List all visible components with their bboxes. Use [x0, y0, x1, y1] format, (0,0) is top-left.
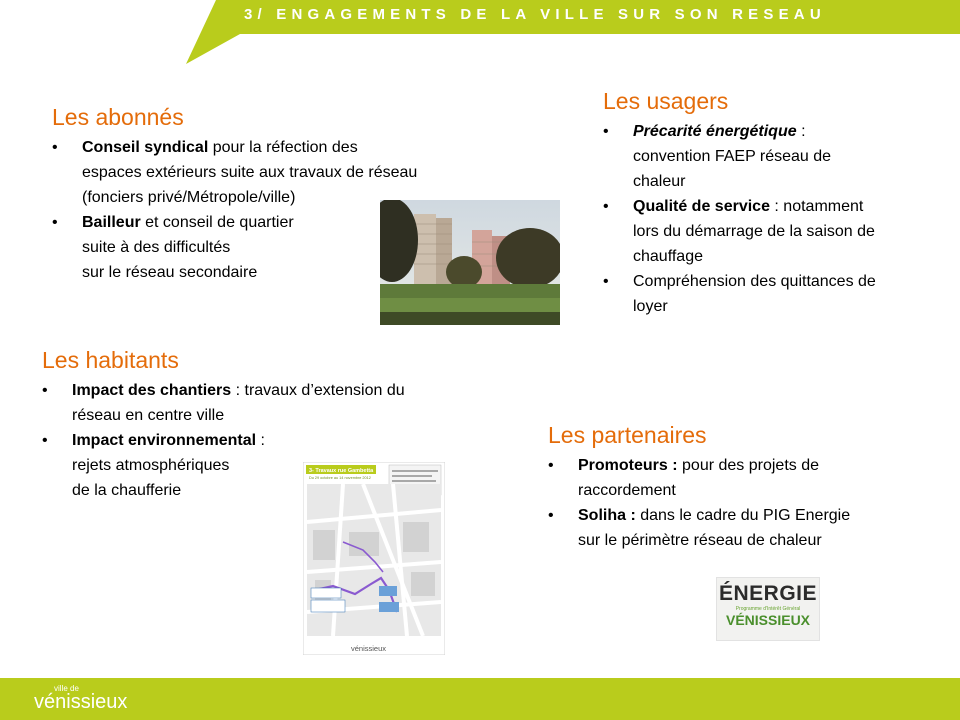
item-keyword: Soliha : — [578, 507, 636, 524]
section-partenaires — [548, 421, 948, 553]
item-text: chaleur — [633, 173, 686, 190]
list-item — [603, 269, 958, 319]
bullet-icon: • — [52, 214, 58, 231]
item-text: dans le cadre du PIG Energie — [635, 507, 851, 524]
item-keyword: Promoteurs : — [578, 457, 678, 474]
item-keyword: Précarité énergétique — [633, 123, 797, 140]
header-banner — [0, 0, 960, 64]
logo-small-text: ville de — [54, 684, 79, 693]
residential-towers-photo — [380, 200, 560, 325]
bullet-icon: • — [603, 198, 609, 215]
section-title-habitants: Les habitants — [42, 347, 179, 373]
item-text: pour la réfection des — [208, 139, 358, 156]
bullet-icon: • — [42, 382, 48, 399]
bullet-icon: • — [603, 123, 609, 140]
section-title-usagers: Les usagers — [603, 88, 729, 114]
item-text: sur le périmètre réseau de chaleur — [578, 532, 822, 549]
item-text: loyer — [633, 298, 668, 315]
list-item — [52, 135, 542, 210]
section-title-partenaires: Les partenaires — [548, 422, 707, 448]
logo-energie-city: VÉNISSIEUX — [725, 612, 811, 628]
item-text: réseau en centre ville — [72, 407, 225, 424]
bullet-list-usagers — [603, 119, 958, 319]
item-text: suite à des difficultés — [82, 239, 231, 256]
item-text: : — [796, 123, 806, 140]
item-text: espaces extérieurs suite aux travaux de réseau — [82, 164, 418, 181]
item-text: Compréhension des quittances de — [633, 273, 876, 290]
item-text: sur le réseau secondaire — [82, 264, 258, 281]
item-text: : notamment — [769, 198, 864, 215]
bullet-icon: • — [42, 432, 48, 449]
slide-title: 3/ ENGAGEMENTS DE LA VILLE SUR SON RESEAU — [244, 6, 826, 23]
footer-bar — [0, 678, 960, 720]
list-item — [42, 428, 532, 503]
item-text: (fonciers privé/Métropole/ville) — [82, 189, 296, 206]
item-keyword: Qualité de service — [633, 198, 770, 215]
item-keyword: Bailleur — [82, 214, 141, 231]
bullet-list-partenaires — [548, 453, 948, 553]
section-habitants — [42, 346, 532, 503]
item-text: convention FAEP réseau de — [633, 148, 832, 165]
item-text: de la chaufferie — [72, 482, 182, 499]
item-text: : — [256, 432, 265, 449]
item-text: raccordement — [578, 482, 676, 499]
bullet-icon: • — [52, 139, 58, 156]
logo-big-text: vénissieux — [34, 691, 128, 713]
list-item — [548, 453, 948, 503]
list-item — [548, 503, 948, 553]
bullet-icon: • — [603, 273, 609, 290]
map-title: 3- Travaux rue Gambetta — [309, 468, 374, 474]
bullet-list-habitants — [42, 378, 532, 503]
item-text: chauffage — [633, 248, 703, 265]
item-text: : travaux d’extension du — [231, 382, 405, 399]
item-text: lors du démarrage de la saison de — [633, 223, 875, 240]
energie-venissieux-logo — [716, 577, 820, 641]
logo-energie-subtitle: Programme d'Intérêt Général — [735, 606, 801, 612]
bullet-icon: • — [548, 507, 554, 524]
item-text: pour des projets de — [677, 457, 819, 474]
logo-energie-word: ÉNERGIE — [718, 582, 818, 605]
list-item — [603, 194, 958, 269]
map-brand: vénissieux — [351, 644, 387, 653]
section-usagers — [603, 87, 958, 319]
map-subtitle: Du 29 octobre au 14 novembre 2012 — [309, 476, 371, 480]
item-keyword: Impact environnemental — [72, 432, 257, 449]
item-keyword: Conseil syndical — [82, 139, 209, 156]
section-title-abonnes: Les abonnés — [52, 104, 184, 130]
item-keyword: Impact des chantiers — [72, 382, 232, 399]
list-item — [42, 378, 532, 428]
item-text: et conseil de quartier — [140, 214, 294, 231]
list-item — [603, 119, 958, 194]
works-map-flyer — [303, 462, 445, 655]
bullet-icon: • — [548, 457, 554, 474]
item-text: rejets atmosphériques — [72, 457, 230, 474]
